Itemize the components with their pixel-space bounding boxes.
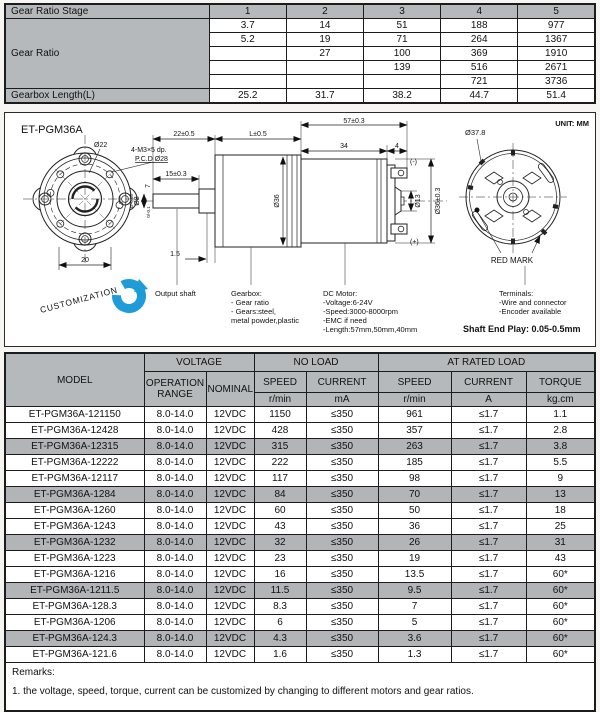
remarks-line: 1. the voltage, speed, torque, current can be customized by changing to different motors and gear ratios. bbox=[12, 686, 474, 697]
header-torque: TORQUE bbox=[526, 372, 595, 393]
terminal-positive-label: (+) bbox=[410, 239, 419, 246]
dim-15: 15±0.3 bbox=[165, 171, 187, 178]
svg-text:-EMC if need: -EMC if need bbox=[323, 316, 367, 325]
dim-57: 57±0.3 bbox=[343, 118, 365, 125]
model-cell: ET-PGM36A-12222 bbox=[5, 455, 144, 471]
dim-34: 34 bbox=[340, 143, 348, 150]
cell: 25.2 bbox=[209, 89, 286, 104]
cell: 19 bbox=[286, 33, 363, 47]
cell bbox=[363, 75, 440, 89]
dim-1-5: 1.5 bbox=[170, 251, 180, 258]
cell bbox=[209, 75, 286, 89]
gear-stage-label: Gear Ratio Stage bbox=[5, 4, 209, 19]
cell: 369 bbox=[441, 47, 518, 61]
svg-text:Terminals:: Terminals: bbox=[499, 289, 534, 298]
cell bbox=[209, 61, 286, 75]
cell: 51.4 bbox=[518, 89, 595, 104]
model-cell: ET-PGM36A-1284 bbox=[5, 487, 144, 503]
header-nl-current: CURRENT bbox=[306, 372, 378, 393]
header-nominal: NOMINAL bbox=[206, 372, 254, 407]
model-cell: ET-PGM36A-1206 bbox=[5, 615, 144, 631]
dim-d36-tol: Ø36±0.3 bbox=[435, 187, 442, 215]
stage-col: 2 bbox=[286, 4, 363, 19]
svg-text:-Wire and connector: -Wire and connector bbox=[499, 298, 567, 307]
cell: 139 bbox=[363, 61, 440, 75]
dim-7-tol: 0/-0.1 bbox=[146, 206, 151, 218]
cell: 51 bbox=[363, 19, 440, 33]
dim-pcd: P.C.D Ø28 bbox=[135, 156, 168, 163]
header-operation-range: OPERATION RANGE bbox=[144, 372, 206, 407]
svg-text:DC Motor:: DC Motor: bbox=[323, 289, 358, 298]
model-cell: ET-PGM36A-1243 bbox=[5, 519, 144, 535]
header-nl-speed: SPEED bbox=[254, 372, 306, 393]
spec-header-row-1 bbox=[5, 353, 595, 372]
spec-row: ET-PGM36A-12222 8.0-14.0 12VDC 222 ≤350 185 ≤1.7 5.5 bbox=[5, 455, 595, 471]
model-cell: ET-PGM36A-12428 bbox=[5, 423, 144, 439]
stage-col: 1 bbox=[209, 4, 286, 19]
dim-d8: Ø8 bbox=[134, 196, 141, 206]
header-no-load: NO LOAD bbox=[254, 353, 378, 372]
cell bbox=[286, 75, 363, 89]
cell: 1367 bbox=[518, 33, 595, 47]
terminal-negative-label: (-) bbox=[410, 159, 417, 166]
svg-text:-Speed:3000-8000rpm: -Speed:3000-8000rpm bbox=[323, 307, 399, 316]
model-cell: ET-PGM36A-1232 bbox=[5, 535, 144, 551]
dim-22: 22±0.5 bbox=[173, 131, 195, 138]
cell: 1910 bbox=[518, 47, 595, 61]
spec-row: ET-PGM36A-124.3 8.0-14.0 12VDC 4.3 ≤350 3.6 ≤1.7 60* bbox=[5, 631, 595, 647]
spec-row: ET-PGM36A-121150 8.0-14.0 12VDC 1150 ≤350 961 ≤1.7 1.1 bbox=[5, 407, 595, 423]
gear-ratio-label: Gear Ratio bbox=[5, 19, 209, 89]
note-terminals bbox=[499, 289, 567, 316]
cell bbox=[286, 61, 363, 75]
circular-arrow-icon bbox=[112, 279, 148, 313]
svg-text:- Gear ratio: - Gear ratio bbox=[231, 298, 269, 307]
spec-row: ET-PGM36A-128.3 8.0-14.0 12VDC 8.3 ≤350 7 ≤1.7 60* bbox=[5, 599, 595, 615]
cell: 27 bbox=[286, 47, 363, 61]
cell: 3736 bbox=[518, 75, 595, 89]
gear-ratio-row bbox=[5, 19, 595, 33]
model-cell: ET-PGM36A-124.3 bbox=[5, 631, 144, 647]
dim-L: L±0.5 bbox=[249, 131, 267, 138]
model-cell: ET-PGM36A-12315 bbox=[5, 439, 144, 455]
side-view bbox=[144, 121, 447, 263]
model-cell: ET-PGM36A-1223 bbox=[5, 551, 144, 567]
model-cell: ET-PGM36A-1211.5 bbox=[5, 583, 144, 599]
spec-row: ET-PGM36A-1243 8.0-14.0 12VDC 43 ≤350 36 ≤1.7 25 bbox=[5, 519, 595, 535]
unit-rpm: r/min bbox=[254, 393, 306, 407]
customization-label: CUSTOMIZATION bbox=[38, 284, 119, 315]
cell: 71 bbox=[363, 33, 440, 47]
dim-20: 20 bbox=[81, 257, 89, 264]
cell: 100 bbox=[363, 47, 440, 61]
svg-text:-Encoder available: -Encoder available bbox=[499, 307, 562, 316]
spec-row: ET-PGM36A-12117 8.0-14.0 12VDC 117 ≤350 98 ≤1.7 9 bbox=[5, 471, 595, 487]
dim-d13: Ø13 bbox=[415, 194, 422, 208]
spec-row: ET-PGM36A-1260 8.0-14.0 12VDC 60 ≤350 50 ≤1.7 18 bbox=[5, 503, 595, 519]
dim-d37-8: Ø37.8 bbox=[465, 128, 486, 137]
cell: 516 bbox=[441, 61, 518, 75]
spec-row: ET-PGM36A-1223 8.0-14.0 12VDC 23 ≤350 19 ≤1.7 43 bbox=[5, 551, 595, 567]
technical-drawing bbox=[4, 112, 596, 347]
red-mark-label: RED MARK bbox=[490, 256, 534, 265]
dim-d22: Ø22 bbox=[94, 142, 108, 149]
svg-text:- Gears:steel,: - Gears:steel, bbox=[231, 307, 277, 316]
gearbox-length-label: Gearbox Length(L) bbox=[5, 89, 209, 104]
spec-row: ET-PGM36A-1216 8.0-14.0 12VDC 16 ≤350 13.5 ≤1.7 60* bbox=[5, 567, 595, 583]
dim-d8-tol: 0/-0.03 bbox=[129, 193, 134, 209]
gear-stage-header-row bbox=[5, 4, 595, 19]
model-cell: ET-PGM36A-121150 bbox=[5, 407, 144, 423]
gear-ratio-table bbox=[4, 3, 596, 104]
spec-table bbox=[4, 352, 596, 712]
cell bbox=[209, 47, 286, 61]
dim-d36: Ø36 bbox=[274, 194, 281, 208]
drawing-title: ET-PGM36A bbox=[21, 124, 83, 136]
model-cell: ET-PGM36A-121.6 bbox=[5, 647, 144, 663]
cell: 721 bbox=[441, 75, 518, 89]
spec-row: ET-PGM36A-1206 8.0-14.0 12VDC 6 ≤350 5 ≤1.7 60* bbox=[5, 615, 595, 631]
model-cell: ET-PGM36A-1216 bbox=[5, 567, 144, 583]
cell: 977 bbox=[518, 19, 595, 33]
shaft-end-play-note: Shaft End Play: 0.05-0.5mm bbox=[463, 324, 581, 334]
cell: 188 bbox=[441, 19, 518, 33]
dim-4: 4 bbox=[395, 143, 399, 150]
note-dc-motor bbox=[323, 289, 417, 334]
unit-ma: mA bbox=[306, 393, 378, 407]
svg-text:Gearbox:: Gearbox: bbox=[231, 289, 262, 298]
cell: 38.2 bbox=[363, 89, 440, 104]
customization-stamp bbox=[39, 279, 148, 315]
note-gearbox bbox=[231, 289, 299, 325]
unit-kgcm: kg.cm bbox=[526, 393, 595, 407]
model-cell: ET-PGM36A-12117 bbox=[5, 471, 144, 487]
spec-row: ET-PGM36A-12428 8.0-14.0 12VDC 428 ≤350 357 ≤1.7 2.8 bbox=[5, 423, 595, 439]
model-cell: ET-PGM36A-1260 bbox=[5, 503, 144, 519]
stage-col: 3 bbox=[363, 4, 440, 19]
note-output-shaft: Output shaft bbox=[155, 289, 196, 298]
dim-7: 7 bbox=[145, 184, 152, 188]
spec-row: ET-PGM36A-121.6 8.0-14.0 12VDC 1.6 ≤350 1.3 ≤1.7 60* bbox=[5, 647, 595, 663]
unit-rpm: r/min bbox=[378, 393, 451, 407]
header-rl-speed: SPEED bbox=[378, 372, 451, 393]
stage-col: 4 bbox=[441, 4, 518, 19]
stage-col: 5 bbox=[518, 4, 595, 19]
unit-label: UNIT: MM bbox=[555, 119, 589, 128]
svg-text:-Length:57mm,50mm,40mm: -Length:57mm,50mm,40mm bbox=[323, 325, 418, 334]
cell: 14 bbox=[286, 19, 363, 33]
spec-row: ET-PGM36A-12315 8.0-14.0 12VDC 315 ≤350 263 ≤1.7 3.8 bbox=[5, 439, 595, 455]
dim-m3: 4-M3×5 dp. bbox=[131, 147, 167, 154]
cell: 31.7 bbox=[286, 89, 363, 104]
cell: 2671 bbox=[518, 61, 595, 75]
unit-a: A bbox=[451, 393, 526, 407]
cell: 3.7 bbox=[209, 19, 286, 33]
header-voltage: VOLTAGE bbox=[144, 353, 254, 372]
header-at-rated-load: AT RATED LOAD bbox=[378, 353, 595, 372]
header-rl-current: CURRENT bbox=[451, 372, 526, 393]
cell: 5.2 bbox=[209, 33, 286, 47]
svg-text:-Voltage:6-24V: -Voltage:6-24V bbox=[323, 298, 373, 307]
spec-row: ET-PGM36A-1211.5 8.0-14.0 12VDC 11.5 ≤350 9.5 ≤1.7 60* bbox=[5, 583, 595, 599]
spec-row: ET-PGM36A-1284 8.0-14.0 12VDC 84 ≤350 70 ≤1.7 13 bbox=[5, 487, 595, 503]
svg-text:metal powder,plastic: metal powder,plastic bbox=[231, 316, 299, 325]
gearbox-length-row bbox=[5, 89, 595, 104]
header-model: MODEL bbox=[5, 353, 144, 407]
cell: 264 bbox=[441, 33, 518, 47]
model-cell: ET-PGM36A-128.3 bbox=[5, 599, 144, 615]
remarks-title: Remarks: bbox=[12, 667, 55, 678]
cell: 44.7 bbox=[441, 89, 518, 104]
rear-view bbox=[459, 139, 567, 253]
spec-row: ET-PGM36A-1232 8.0-14.0 12VDC 32 ≤350 26 ≤1.7 31 bbox=[5, 535, 595, 551]
